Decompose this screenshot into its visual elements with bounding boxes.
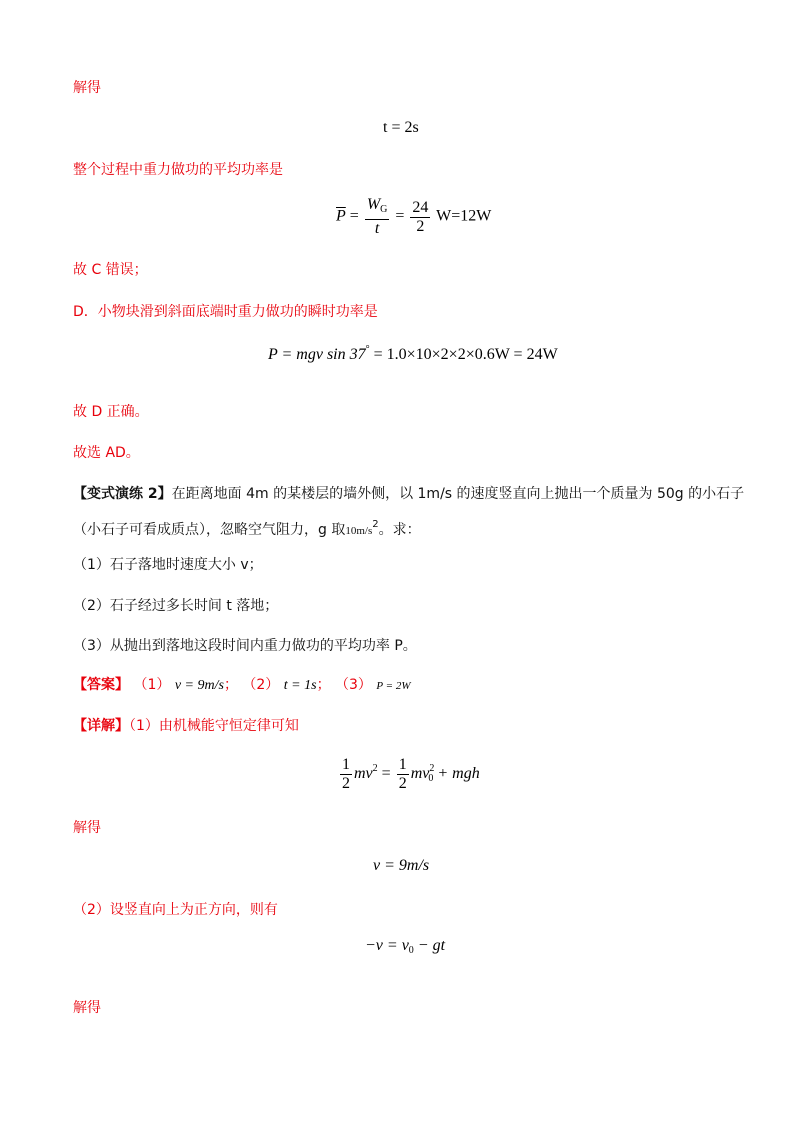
c-wrong-text: 故 C 错误；	[73, 262, 148, 278]
detail-line	[73, 716, 299, 736]
equation-kinematic	[365, 936, 445, 961]
eq-energy-sq: 2	[372, 763, 378, 775]
eq-avg-frac1	[365, 196, 390, 238]
eq-kin-left: −v = v	[365, 937, 409, 954]
answer-2: t = 1s	[283, 678, 317, 693]
eq-energy-mv0: mv	[410, 765, 430, 783]
answer-sep1: ；	[223, 677, 238, 693]
answer-tag: 【答案】	[73, 677, 129, 693]
avg-power-text: 整个过程中重力做功的平均功率是	[73, 162, 283, 178]
answer-line	[73, 675, 411, 696]
variant-line-2	[73, 515, 421, 541]
eq-energy-two-1: 2	[342, 775, 350, 792]
solve-label-1: 解得	[73, 80, 101, 96]
eq-inst-right: = 1.0×10×2×2×0.6W = 24W	[373, 346, 558, 363]
answer-3: P = 2W	[376, 680, 411, 692]
answer-sep2: ；	[316, 677, 331, 693]
eq-kin-right: − gt	[417, 937, 446, 954]
answer-p3: （3）	[335, 677, 372, 693]
eq-avg-num1-sub: G	[380, 204, 388, 215]
eq-avg-den1: t	[374, 220, 380, 237]
variant-text-2b: 。求：	[378, 522, 421, 538]
d-option-text: D．小物块滑到斜面底端时重力做功的瞬时功率是	[73, 304, 378, 320]
eq-energy-sq0: 2	[429, 763, 435, 775]
part2-text: （2）设竖直向上为正方向，则有	[73, 902, 278, 918]
detail-text: （1）由机械能守恒定律可知	[129, 718, 299, 734]
answer-1: v = 9m/s	[174, 678, 224, 693]
equation-time: t = 2s	[383, 119, 419, 136]
d-correct-text: 故 D 正确。	[73, 404, 149, 420]
answer-p2: （2）	[242, 677, 280, 693]
eq-energy-two-2: 2	[398, 775, 407, 792]
variant-line-1	[73, 484, 744, 504]
eq-energy-mv: mv	[354, 765, 373, 783]
eq-energy-plus: + mgh	[437, 765, 480, 783]
eq-avg-num1: W	[366, 196, 381, 213]
eq-avg-equals-2: =	[395, 207, 405, 225]
eq-energy-one-1: 1	[342, 756, 350, 773]
eq-energy-frac1	[340, 756, 352, 793]
equation-velocity	[373, 856, 429, 876]
equation-inst-power	[268, 340, 558, 365]
solve-label-2: 解得	[73, 820, 101, 836]
answer-p1: （1）	[133, 677, 171, 693]
g-exponent: 2	[372, 519, 379, 530]
variant-text-2a: （小石子可看成质点），忽略空气阻力，g 取	[73, 522, 346, 538]
equation-energy	[338, 756, 480, 793]
eq-avg-rest: W=12W	[436, 207, 492, 225]
eq-energy-one-2: 1	[398, 756, 407, 773]
eq-kin-sub: 0	[408, 945, 414, 956]
eq-energy-frac2	[397, 756, 409, 793]
eq-avg-num2: 24	[412, 198, 429, 216]
eq-velocity-text: v = 9m/s	[373, 857, 430, 874]
detail-tag: 【详解】	[73, 718, 129, 734]
question-3: （3）从抛出到落地这段时间内重力做功的平均功率 P。	[73, 638, 417, 654]
eq-avg-den2: 2	[416, 217, 425, 235]
eq-avg-P: $\overline{P}$	[336, 207, 346, 225]
question-2: （2）石子经过多长时间 t 落地；	[73, 598, 279, 614]
equation-avg-power	[336, 196, 491, 238]
solve-label-3: 解得	[73, 1000, 101, 1016]
eq-inst-left: P = mgv sin 37	[268, 346, 366, 363]
eq-energy-sub0: 0	[428, 773, 434, 785]
eq-inst-deg: °	[365, 344, 370, 355]
variant-tag: 【变式演练 2】	[73, 486, 172, 502]
eq-energy-equals: =	[381, 765, 391, 783]
question-1: （1）石子落地时速度大小 v；	[73, 557, 263, 573]
eq-avg-frac2	[410, 199, 430, 236]
choose-text: 故选 AD。	[73, 445, 140, 461]
eq-avg-equals: =	[349, 207, 359, 225]
variant-text-1: 在距离地面 4m 的某楼层的墙外侧，以 1m/s 的速度竖直向上抛出一个质量为 50g 的小石子	[171, 486, 745, 502]
g-value: 10m/s	[345, 525, 373, 537]
